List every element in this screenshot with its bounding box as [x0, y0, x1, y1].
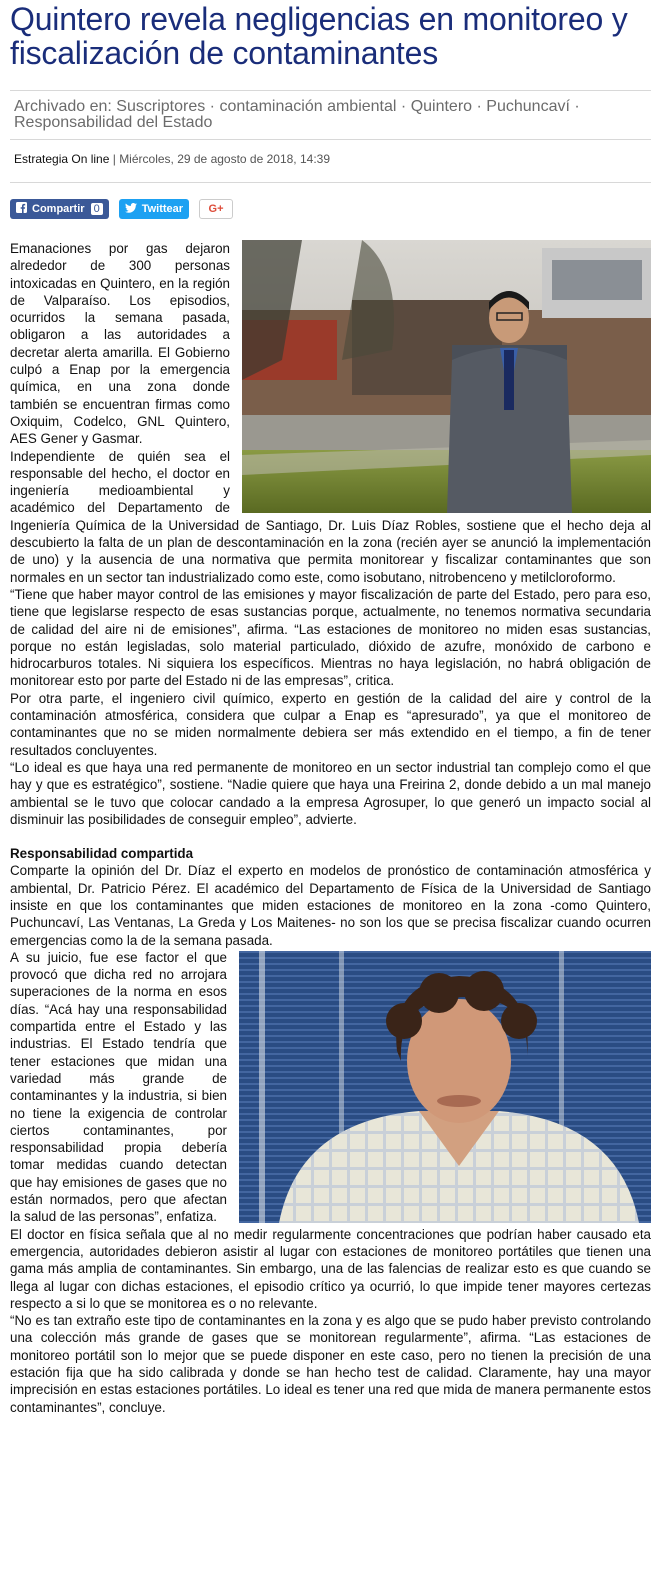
article-photo-luis-diaz [242, 240, 651, 513]
tag-link-contaminacion-ambiental[interactable]: contaminación ambiental [219, 98, 397, 115]
article-paragraph-7: A su juicio, fue ese factor el que provocó que dicha red no arrojara superaciones de la norma en esos días. “Acá hay una responsabilidad compartida entre el Estado y las industrias. El Estado tendría que tener estaciones que midan una variedad más grande de contaminantes y la industria, si bien no tiene la exigencia de controlar ciertos contaminantes, por responsabilidad propia debería tomar medidas cuando detectan que hay emisiones de gases que no están normados, pero que afectan la salud de las personas”, enfatiza. [10, 949, 227, 1225]
tag-separator: · [400, 98, 407, 115]
byline-date: Miércoles, 29 de agosto de 2018, 14:39 [119, 152, 331, 166]
article-title: Quintero revela negligencias en monitoreo y fiscalización de contaminantes [10, 1, 628, 71]
article-paragraph-3: “Tiene que haber mayor control de las emisiones y mayor fiscalización de parte del Estado, pero para eso, tiene que legislarse respecto de esas sustancias porque, actualmente, no tenemos normativa secundaria de calidad del aire ni de emisiones”, afirma. “Las estaciones de monitoreo no miden esas sustancias, porque no están legisladas, solo material particulado, dióxido de azufre, monóxido de carbono e hidrocarburos totales. Ni siquiera los específicos. Mientras no haya legislación, no habrá obligación de monitorear esto por parte del Estado ni de las empresas”, critica. [10, 586, 651, 689]
facebook-share-label: Compartir [32, 203, 85, 215]
tag-separator: · [574, 98, 580, 115]
article-body [10, 240, 651, 1416]
twitter-share-label: Twittear [141, 203, 184, 215]
facebook-icon [16, 202, 27, 216]
byline-divider: | [112, 152, 120, 166]
article-paragraph-2: Independiente de quién sea el responsable del hecho, el doctor en ingeniería medioambiental y académico del Departamento de Ingeniería Química de la Universidad de Santiago, Dr. Luis Díaz Robles, sostiene que el hecho deja al descubierto la falta de un plan de descontaminación en la zona (recién ayer se anunció la implementación de uno) y la ausencia de una normativa que permita monitorear y fiscalizar contaminantes que son normales en un sector tan industrializado como este, como isobutano, nitrobenceno y metilcloroformo. [10, 448, 651, 585]
article-photo-patricio-perez [239, 951, 651, 1223]
byline [10, 140, 651, 183]
tag-separator: · [476, 98, 482, 115]
article-paragraph-5: “Lo ideal es que haya una red permanente de monitoreo en un sector industrial tan complejo como el que hay y que es estratégico”, sostiene. “Nadie quiere que haya una Freirina 2, donde debido a un mal manejo ambiental se le tuvo que colocar candado a la empresa Agrosuper, lo que generó un impacto social al disminuir las posibilidades de conseguir empleo”, advierte. [10, 759, 651, 827]
article-paragraph-8: El doctor en física señala que al no medir regularmente concentraciones que podrían haber causado eta emergencia, autoridades debieron asistir al lugar con estaciones de monitoreo portátiles que tienen una gama más amplia de contaminantes. Sin embargo, una de las falencias de realizar esto es que cuando se llega al lugar con dichas estaciones, el episodio crítico ya ocurrió, lo que impide tener mayores certezas respecto a si lo que se monitorea es o no relevante. [10, 1226, 651, 1311]
share-bar [10, 183, 651, 219]
twitter-share-button[interactable] [119, 199, 189, 219]
facebook-share-button[interactable] [10, 199, 109, 219]
article-paragraph-6: Comparte la opinión del Dr. Díaz el experto en modelos de pronóstico de contaminación atmosférica y ambiental, Dr. Patricio Pérez. El académico del Departamento de Física de la Universidad de Santiago insiste en que los contaminantes que miden estaciones de monitoreo en la zona -como Quintero, Puchuncaví, Las Ventanas, La Greda y Los Maitenes- no son los que se precisa fiscalizar cuando ocurren emergencias como la de la semana pasada. [10, 863, 651, 948]
tag-link-suscriptores[interactable]: Suscriptores [116, 98, 206, 115]
tag-link-responsabilidad-del-estado[interactable]: Responsabilidad del Estado [14, 114, 213, 131]
archived-tags [10, 90, 651, 140]
article-paragraph-9: “No es tan extraño este tipo de contaminantes en la zona y es algo que se pudo haber previsto controlando una colección más grande de gases que se monitorean regularmente”, afirma. “Las estaciones de monitoreo portátil son lo mejor que se puede disponer en este caso, pero no tienen la precisión de una estación fija que ha sido calibrada y donde se han hecho test de calidad. Claramente, hay una mayor imprecisión en estas estaciones portátiles. Lo ideal es tener una red que mida de manera permanente estos contaminantes”, concluye. [10, 1313, 651, 1415]
archived-prefix: Archivado en: [14, 98, 112, 115]
article-paragraph-1: Emanaciones por gas dejaron alrededor de 300 personas intoxicadas en Quintero, en la región de Valparaíso. Los episodios, ocurridos la semana pasada, obligaron a las autoridades a decretar alerta amarilla. El Gobierno culpó a Enap por la emergencia química, en una zona donde también se encuentran firmas como Oxiquim, Codelco, GNL Quintero, AES Gener y Gasmar. [10, 241, 230, 447]
twitter-bird-icon [125, 203, 137, 216]
byline-source: Estrategia On line [14, 152, 110, 166]
facebook-share-count: 0 [91, 203, 103, 215]
gplus-share-button[interactable]: G+ [199, 199, 233, 219]
tag-link-puchuncavi[interactable]: Puchuncaví [486, 98, 570, 115]
tag-separator: · [209, 98, 215, 115]
article-paragraph-4: Por otra parte, el ingeniero civil químico, experto en gestión de la calidad del aire y control de la contaminación atmosférica, considera que culpar a Enap es “apresurado”, ya que el monitoreo de contaminantes que no se miden normalmente debiera ser más extendido en el tiempo, a fin de tener resultados concluyentes. [10, 690, 651, 758]
tag-link-quintero[interactable]: Quintero [410, 98, 473, 115]
section-subheading: Responsabilidad compartida [10, 846, 194, 862]
section-spacer [10, 828, 651, 845]
